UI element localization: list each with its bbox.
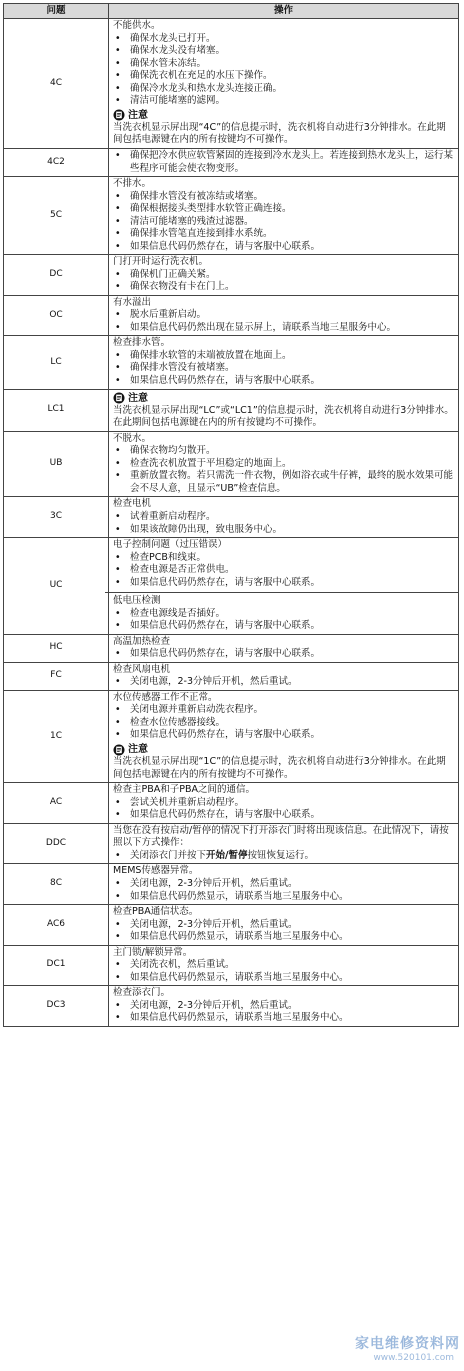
note-heading xyxy=(113,743,454,756)
table-row xyxy=(4,945,459,986)
list-item: • 确保水管未冻结。 xyxy=(130,58,454,71)
bullet-list xyxy=(113,269,454,294)
error-code: AC6 xyxy=(4,905,109,946)
list-item: • 关闭电源并重新启动洗衣程序。 xyxy=(130,704,454,717)
list-item: • 确保排水管没有被堵塞。 xyxy=(130,362,454,375)
cause-text: 不能供水。 xyxy=(113,20,161,31)
table-row xyxy=(4,783,459,824)
operation-cell xyxy=(109,864,459,905)
cause-text: 检查主PBA和子PBA之间的通信。 xyxy=(113,784,255,796)
list-item: • 关闭洗衣机，然后重试。 xyxy=(130,959,454,972)
table-row xyxy=(4,431,459,497)
list-item: • 如果信息代码仍然存在，请与客服中心联系。 xyxy=(130,648,454,661)
error-code: DC3 xyxy=(4,986,109,1027)
operation-cell xyxy=(109,255,459,296)
list-item: • 如果信息代码仍然存在，请与客服中心联系。 xyxy=(130,809,454,822)
list-item: • 如果信息代码仍然显示，请联系当地三星服务中心。 xyxy=(130,891,454,904)
bullet-list xyxy=(113,878,454,903)
operation-cell xyxy=(109,783,459,824)
list-item: • 确保机门正确关紧。 xyxy=(130,269,454,282)
note-heading xyxy=(113,392,454,405)
bullet-list xyxy=(113,33,454,108)
note-title: 注意 xyxy=(128,109,148,121)
bullet-list xyxy=(113,919,454,944)
table-row xyxy=(4,19,459,149)
bullet-list xyxy=(113,676,454,689)
error-code: DDC xyxy=(4,823,109,864)
cause-text: 高温加热检查 xyxy=(113,635,171,647)
error-code: 4C2 xyxy=(4,148,109,176)
list-item: • 确保冷水龙头和热水龙头连接正确。 xyxy=(130,83,454,96)
error-code: DC1 xyxy=(4,945,109,986)
table-row xyxy=(4,177,459,255)
list-item: • 确保衣物均匀散开。 xyxy=(130,445,454,458)
list-item: • 检查水位传感器接线。 xyxy=(130,717,454,730)
list-item: • 确保排水管笔直连接到排水系统。 xyxy=(130,228,454,241)
bullet-list xyxy=(113,1000,454,1025)
note-text: 当洗衣机显示屏出现“1C”的信息提示时，洗衣机将自动进行3分钟排水。在此期间包括电源键在内的所有按键均不可操作。 xyxy=(113,756,446,780)
note-text: 当洗衣机显示屏出现“4C”的信息提示时，洗衣机将自动进行3分钟排水。在此期间包括电源键在内的所有按键均不可操作。 xyxy=(113,121,446,146)
list-item: • 如果信息代码仍然存在，请与客服中心联系。 xyxy=(130,620,454,633)
table-body xyxy=(4,19,459,1027)
cause-text: 不脱水。 xyxy=(113,432,152,444)
table-row xyxy=(4,389,459,431)
table-row xyxy=(4,690,459,782)
item-text-post: 按钮恢复运行。 xyxy=(247,849,315,861)
bullet-list xyxy=(113,797,454,822)
operation-cell xyxy=(109,905,459,946)
bullet-list xyxy=(113,648,454,661)
cause-text: 检查风扇电机 xyxy=(113,663,171,675)
error-code: LC1 xyxy=(4,389,109,431)
operation-cell xyxy=(109,431,459,497)
cause-text: 检查电机 xyxy=(113,498,152,510)
cause-text: 不排水。 xyxy=(113,178,152,190)
error-code: 1C xyxy=(4,690,109,782)
table-row xyxy=(4,986,459,1027)
list-item: • 关闭电源，2-3分钟后开机，然后重试。 xyxy=(130,878,454,891)
bullet-list xyxy=(113,445,454,495)
list-item: • 重新放置衣物。若只需洗一件衣物，例如浴衣或牛仔裤，最终的脱水效果可能会不尽人意，且显示“UB”检查信息。 xyxy=(130,470,454,495)
note-title: 注意 xyxy=(128,744,148,755)
list-item: • 如果信息代码仍然显示，请联系当地三星服务中心。 xyxy=(130,931,454,944)
cause-text: 有水溢出 xyxy=(113,296,152,308)
cause-text: 当您在没有按启动/暂停的情况下打开添衣门时将出现该信息。在此情况下，请按照以下方式操作： xyxy=(113,824,449,849)
error-code: 4C xyxy=(4,19,109,149)
cause-text: 低电压检测 xyxy=(113,595,161,607)
note-title: 注意 xyxy=(128,392,148,404)
list-item: • 确保排水软管的末端被放置在地面上。 xyxy=(130,350,454,363)
list-item: • 如果该故障仍出现，致电服务中心。 xyxy=(130,524,454,537)
error-code: 3C xyxy=(4,497,109,538)
table-row xyxy=(4,662,459,690)
operation-cell xyxy=(109,823,459,864)
list-item: • 关闭电源，2-3分钟后开机，然后重试。 xyxy=(130,676,454,689)
list-item: • 脱水后重新启动。 xyxy=(130,309,454,322)
table-row xyxy=(4,497,459,538)
bullet-list xyxy=(113,511,454,536)
list-item: • 清洁可能堵塞的残渣过滤器。 xyxy=(130,216,454,229)
bullet-list xyxy=(113,959,454,984)
cause-text: 电子控制问题（过压错误） xyxy=(113,539,228,551)
error-code: UC xyxy=(4,538,109,635)
operation-cell xyxy=(109,177,459,255)
note-icon xyxy=(113,392,125,404)
error-code-table xyxy=(3,3,459,1027)
cause-text: MEMS传感器异常。 xyxy=(113,865,199,877)
bullet-list xyxy=(113,552,454,590)
error-code: OC xyxy=(4,295,109,336)
list-item: • 确保水龙头已打开。 xyxy=(130,33,454,46)
list-item: • 如果信息代码仍然存在，请与客服中心联系。 xyxy=(130,375,454,388)
error-code: DC xyxy=(4,255,109,296)
table-row xyxy=(4,823,459,864)
operation-cell xyxy=(109,19,459,149)
note-text: 当洗衣机显示屏出现“LC”或“LC1”的信息提示时，洗衣机将自动进行3分钟排水。在此期间包括电源键在内的所有按键均不可操作。 xyxy=(113,404,454,429)
error-code: AC xyxy=(4,783,109,824)
list-item: • 如果信息代码仍然存在，请与客服中心联系。 xyxy=(130,241,454,254)
list-item: • 关闭电源，2-3分钟后开机，然后重试。 xyxy=(130,919,454,932)
operation-cell xyxy=(109,986,459,1027)
error-code: UB xyxy=(4,431,109,497)
cause-text: 检查PBA通信状态。 xyxy=(113,906,199,918)
operation-cell xyxy=(109,634,459,662)
list-item: • 检查电源是否正常供电。 xyxy=(130,564,454,577)
table-row xyxy=(4,905,459,946)
bullet-list xyxy=(113,704,454,742)
list-item: • 确保衣物没有卡在门上。 xyxy=(130,281,454,294)
table-row xyxy=(4,295,459,336)
list-item: • 确保排水管没有被冻结或堵塞。 xyxy=(130,191,454,204)
operation-cell xyxy=(109,662,459,690)
operation-cell xyxy=(109,295,459,336)
note-icon xyxy=(113,109,125,121)
list-item: • 如果信息代码仍然存在，请与客服中心联系。 xyxy=(130,577,454,590)
operation-cell xyxy=(109,336,459,389)
list-item: • 确保把冷水供应软管紧固的连接到冷水龙头上。若连接到热水龙头上，运行某些程序可能会使衣物变形。 xyxy=(130,150,454,175)
table-row xyxy=(4,148,459,176)
list-item: • 如果信息代码仍然出现在显示屏上，请联系当地三星服务中心。 xyxy=(130,322,454,335)
watermark-url: www.520101.com xyxy=(373,1353,454,1363)
note-icon xyxy=(113,744,125,756)
bullet-list xyxy=(113,608,454,633)
list-item: • 确保水龙头没有堵塞。 xyxy=(130,45,454,58)
error-code: FC xyxy=(4,662,109,690)
bullet-list xyxy=(113,150,454,175)
bullet-list xyxy=(113,309,454,334)
sub-section xyxy=(105,592,458,633)
cause-text: 检查添衣门。 xyxy=(113,987,171,999)
error-code: HC xyxy=(4,634,109,662)
list-item: • 确保洗衣机在充足的水压下操作。 xyxy=(130,70,454,83)
note-heading xyxy=(113,109,454,122)
item-text-pre: 关闭添衣门并按下 xyxy=(130,849,207,861)
error-code: 8C xyxy=(4,864,109,905)
list-item: • 检查电源线是否插好。 xyxy=(130,608,454,621)
list-item: • 确保根据接头类型排水软管正确连接。 xyxy=(130,203,454,216)
header-operation: 操作 xyxy=(109,4,459,19)
table-row xyxy=(4,538,459,635)
list-item: • 清洁可能堵塞的滤网。 xyxy=(130,95,454,108)
list-item: • 尝试关机并重新启动程序。 xyxy=(130,797,454,810)
start-pause-label: 开始/暂停 xyxy=(206,849,248,861)
table-row xyxy=(4,336,459,389)
site-watermark xyxy=(310,1331,460,1369)
cause-text: 水位传感器工作不正常。 xyxy=(113,691,218,703)
operation-cell xyxy=(109,538,459,635)
cause-text: 检查排水管。 xyxy=(113,337,171,349)
table-header xyxy=(4,4,459,19)
error-code: 5C xyxy=(4,177,109,255)
table-row xyxy=(4,255,459,296)
header-problem: 问题 xyxy=(4,4,109,19)
cause-text: 主门锁/解锁异常。 xyxy=(113,946,193,958)
list-item: • 如果信息代码仍然显示，请联系当地三星服务中心。 xyxy=(130,972,454,985)
list-item: • 试着重新启动程序。 xyxy=(130,511,454,524)
bullet-list xyxy=(113,850,454,863)
list-item xyxy=(130,850,454,863)
error-code: LC xyxy=(4,336,109,389)
list-item: • 如果信息代码仍然显示，请联系当地三星服务中心。 xyxy=(130,1012,454,1025)
operation-cell xyxy=(109,690,459,782)
operation-cell xyxy=(109,389,459,431)
list-item: • 检查洗衣机放置于平坦稳定的地面上。 xyxy=(130,458,454,471)
list-item: • 检查PCB和线束。 xyxy=(130,552,454,565)
watermark-text: 家电维修资料网 xyxy=(355,1336,460,1352)
table-row xyxy=(4,634,459,662)
operation-cell xyxy=(109,497,459,538)
bullet-list xyxy=(113,191,454,254)
list-item: • 关闭电源，2-3分钟后开机，然后重试。 xyxy=(130,1000,454,1013)
bullet-list xyxy=(113,350,454,388)
operation-cell xyxy=(109,148,459,176)
operation-cell xyxy=(109,945,459,986)
cause-text: 门打开时运行洗衣机。 xyxy=(113,256,209,268)
table-row xyxy=(4,864,459,905)
list-item: • 如果信息代码仍然存在，请与客服中心联系。 xyxy=(130,729,454,742)
